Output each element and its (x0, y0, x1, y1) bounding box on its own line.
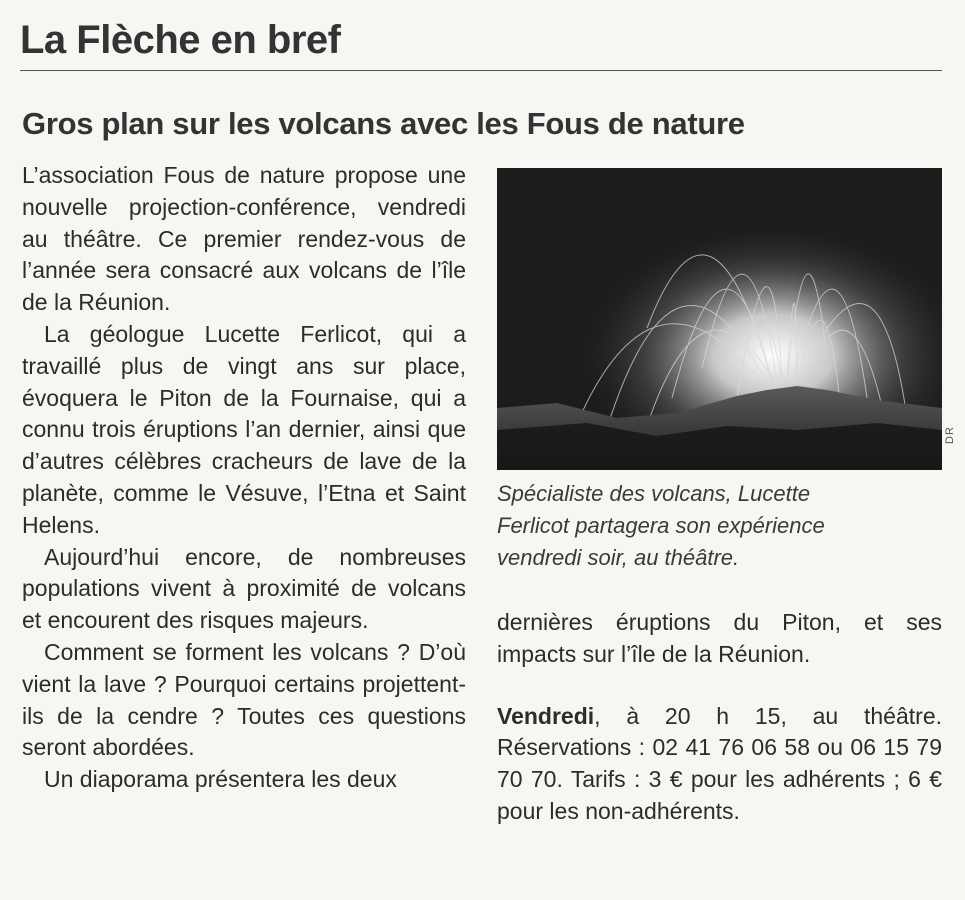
article-paragraph: Aujourd’hui encore, de nombreuses populations vivent à proximité de volcans et encourent des risques majeurs. (22, 543, 466, 634)
photo-credit: DR (944, 426, 956, 444)
section-title: La Flèche en bref (20, 18, 341, 62)
section-divider (20, 70, 942, 71)
article-paragraph: Un diaporama présentera les deux (44, 766, 397, 793)
article-paragraph: Comment se forment les volcans ? D’où vient la lave ? Pourquoi certains projettent-ils de la cendre ? Toutes ces questions seront abordées. (22, 638, 466, 761)
event-info (497, 701, 942, 828)
article-paragraph: L’association Fous de nature propose une nouvelle projection-conférence, vendredi au théâtre. Ce premier rendez-vous de l’année sera consacré aux volcans de l’île de la Réunion. (22, 162, 466, 316)
article-headline: Gros plan sur les volcans avec les Fous de nature (22, 106, 745, 141)
photo-caption: Spécialiste des volcans, Lucette Ferlicot partagera son expérience vendredi soir, au théâtre. (497, 481, 825, 570)
article-body-right-column (497, 607, 942, 828)
photo-block (497, 168, 956, 574)
event-info-details: , à 20 h 15, au théâtre. Réservations : 02 41 76 06 58 ou 06 15 79 70 70. Tarifs : 3 € pour les adhérents ; 6 € pour les non-adhérents. (497, 702, 942, 824)
article-paragraph-continued: dernières éruptions du Piton, et ses impacts sur l’île de la Réunion. (497, 609, 942, 667)
article-paragraph: La géologue Lucette Ferlicot, qui a travaillé plus de vingt ans sur place, évoquera le Piton de la Fournaise, qui a connu trois éruptions l’an dernier, ainsi que d’autres célèbres cracheurs de lave de la planète, comme le Vésuve, l’Etna et Saint Helens. (22, 320, 466, 538)
event-info-lead: Vendredi (497, 702, 595, 729)
volcano-eruption-photo (497, 168, 942, 470)
article-body-left-column (22, 160, 466, 796)
